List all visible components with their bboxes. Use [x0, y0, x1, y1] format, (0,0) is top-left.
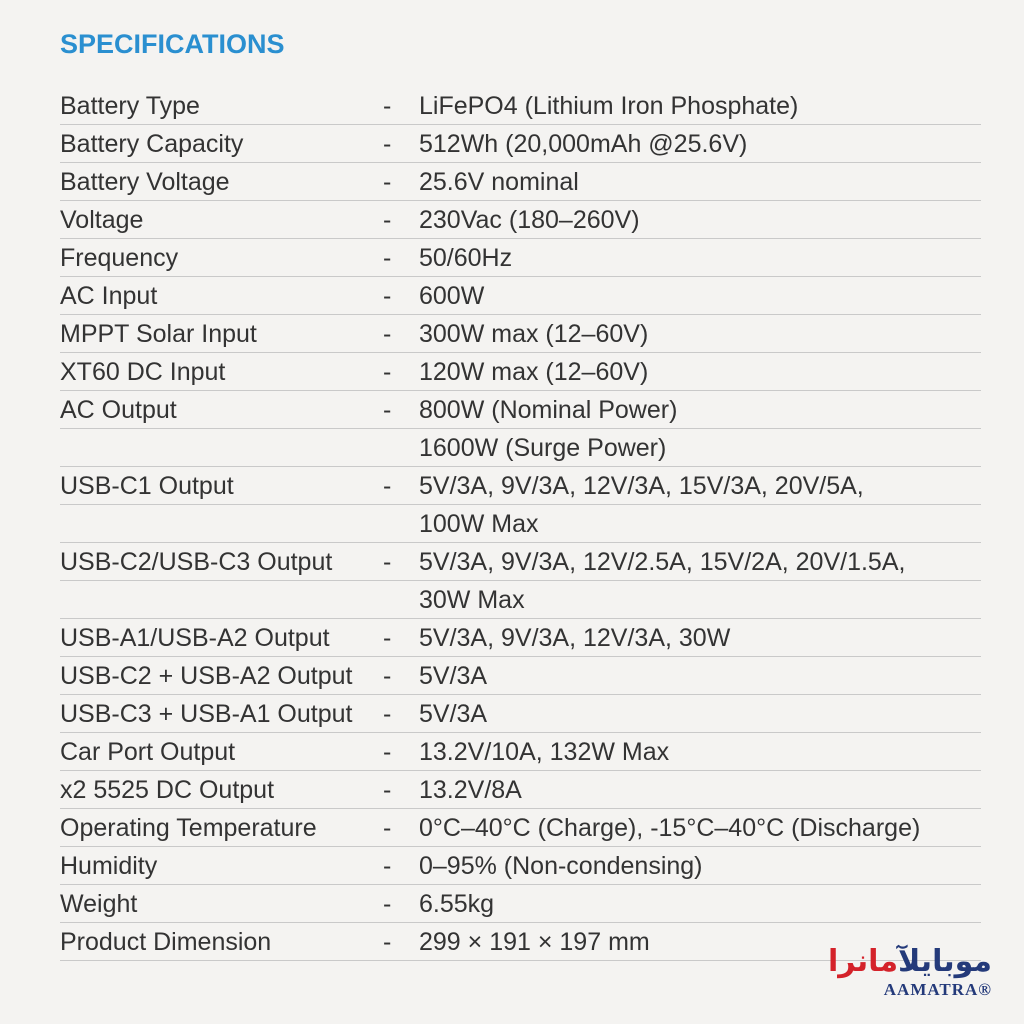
spec-row: [60, 467, 981, 505]
spec-dash: -: [383, 168, 392, 196]
spec-dash: -: [383, 92, 392, 120]
spec-row: [60, 885, 981, 923]
spec-row: [60, 581, 981, 619]
watermark-persian-part2: آمانرا: [827, 944, 899, 979]
spec-value: 800W (Nominal Power): [419, 396, 678, 424]
spec-value: 6.55kg: [419, 890, 495, 918]
watermark-persian: [828, 944, 992, 980]
spec-row: [60, 505, 981, 543]
spec-row: [60, 619, 981, 657]
spec-row: [60, 543, 981, 581]
spec-label: x2 5525 DC Output: [60, 776, 275, 804]
spec-dash: -: [383, 814, 392, 842]
watermark-english: AAMATRA®: [883, 980, 992, 999]
spec-value: 230Vac (180–260V): [419, 206, 640, 234]
spec-dash: -: [383, 396, 392, 424]
spec-row: [60, 733, 981, 771]
spec-value: 13.2V/8A: [419, 776, 522, 804]
spec-label: Voltage: [60, 206, 144, 234]
spec-dash: -: [383, 662, 392, 690]
spec-label: Weight: [60, 890, 138, 918]
spec-value: 1600W (Surge Power): [419, 434, 667, 462]
spec-value: 5V/3A: [419, 700, 488, 728]
spec-dash: -: [383, 738, 392, 766]
spec-value: 5V/3A, 9V/3A, 12V/3A, 30W: [419, 624, 731, 652]
spec-label: MPPT Solar Input: [60, 320, 257, 348]
spec-dash: -: [383, 472, 392, 500]
spec-row: [60, 847, 981, 885]
spec-value: 5V/3A, 9V/3A, 12V/3A, 15V/3A, 20V/5A,: [419, 472, 864, 500]
spec-value: 50/60Hz: [419, 244, 513, 272]
spec-row: [60, 125, 981, 163]
spec-dash: -: [383, 130, 392, 158]
spec-dash: -: [383, 928, 392, 956]
spec-value: 0–95% (Non-condensing): [419, 852, 703, 880]
spec-value: 600W: [419, 282, 485, 310]
spec-row: [60, 277, 981, 315]
spec-dash: -: [383, 890, 392, 918]
spec-table: [60, 87, 981, 961]
spec-label: USB-C2/USB-C3 Output: [60, 548, 333, 576]
spec-value: 300W max (12–60V): [419, 320, 649, 348]
spec-label: USB-C2 + USB-A2 Output: [60, 662, 353, 690]
spec-value: 5V/3A, 9V/3A, 12V/2.5A, 15V/2A, 20V/1.5A,: [419, 548, 906, 576]
spec-dash: -: [383, 776, 392, 804]
spec-label: Battery Capacity: [60, 130, 244, 158]
spec-row: [60, 239, 981, 277]
spec-row: [60, 657, 981, 695]
spec-dash: -: [383, 548, 392, 576]
spec-dash: -: [383, 624, 392, 652]
spec-value: 25.6V nominal: [419, 168, 579, 196]
spec-label: AC Output: [60, 396, 177, 424]
spec-value: 0°C–40°C (Charge), -15°C–40°C (Discharge): [419, 814, 921, 842]
spec-row: [60, 315, 981, 353]
spec-label: Frequency: [60, 244, 179, 272]
spec-label: Car Port Output: [60, 738, 236, 766]
spec-dash: -: [383, 852, 392, 880]
spec-dash: -: [383, 244, 392, 272]
spec-row: [60, 809, 981, 847]
spec-value: 512Wh (20,000mAh @25.6V): [419, 130, 748, 158]
spec-row: [60, 87, 981, 125]
spec-row: [60, 201, 981, 239]
spec-row: [60, 163, 981, 201]
watermark-logo: [822, 944, 992, 1004]
spec-label: XT60 DC Input: [60, 358, 226, 386]
spec-label: Operating Temperature: [60, 814, 317, 842]
spec-label: USB-C3 + USB-A1 Output: [60, 700, 353, 728]
spec-value: LiFePO4 (Lithium Iron Phosphate): [419, 92, 799, 120]
spec-dash: -: [383, 320, 392, 348]
spec-value: 299 × 191 × 197 mm: [419, 928, 650, 956]
spec-label: USB-C1 Output: [60, 472, 234, 500]
spec-row: [60, 429, 981, 467]
spec-row: [60, 391, 981, 429]
spec-value: 120W max (12–60V): [419, 358, 649, 386]
spec-label: Battery Type: [60, 92, 200, 120]
spec-label: AC Input: [60, 282, 158, 310]
spec-dash: -: [383, 282, 392, 310]
spec-dash: -: [383, 358, 392, 386]
spec-label: Humidity: [60, 852, 158, 880]
spec-row: [60, 353, 981, 391]
spec-label: Battery Voltage: [60, 168, 230, 196]
spec-row: [60, 695, 981, 733]
spec-dash: -: [383, 206, 392, 234]
watermark-persian-part1: موبایل: [898, 944, 992, 979]
spec-row: [60, 771, 981, 809]
spec-value: 5V/3A: [419, 662, 488, 690]
spec-value: 100W Max: [419, 510, 539, 538]
page-title: SPECIFICATIONS: [60, 29, 285, 59]
spec-label: Product Dimension: [60, 928, 272, 956]
spec-value: 30W Max: [419, 586, 525, 614]
spec-label: USB-A1/USB-A2 Output: [60, 624, 330, 652]
spec-value: 13.2V/10A, 132W Max: [419, 738, 670, 766]
spec-dash: -: [383, 700, 392, 728]
